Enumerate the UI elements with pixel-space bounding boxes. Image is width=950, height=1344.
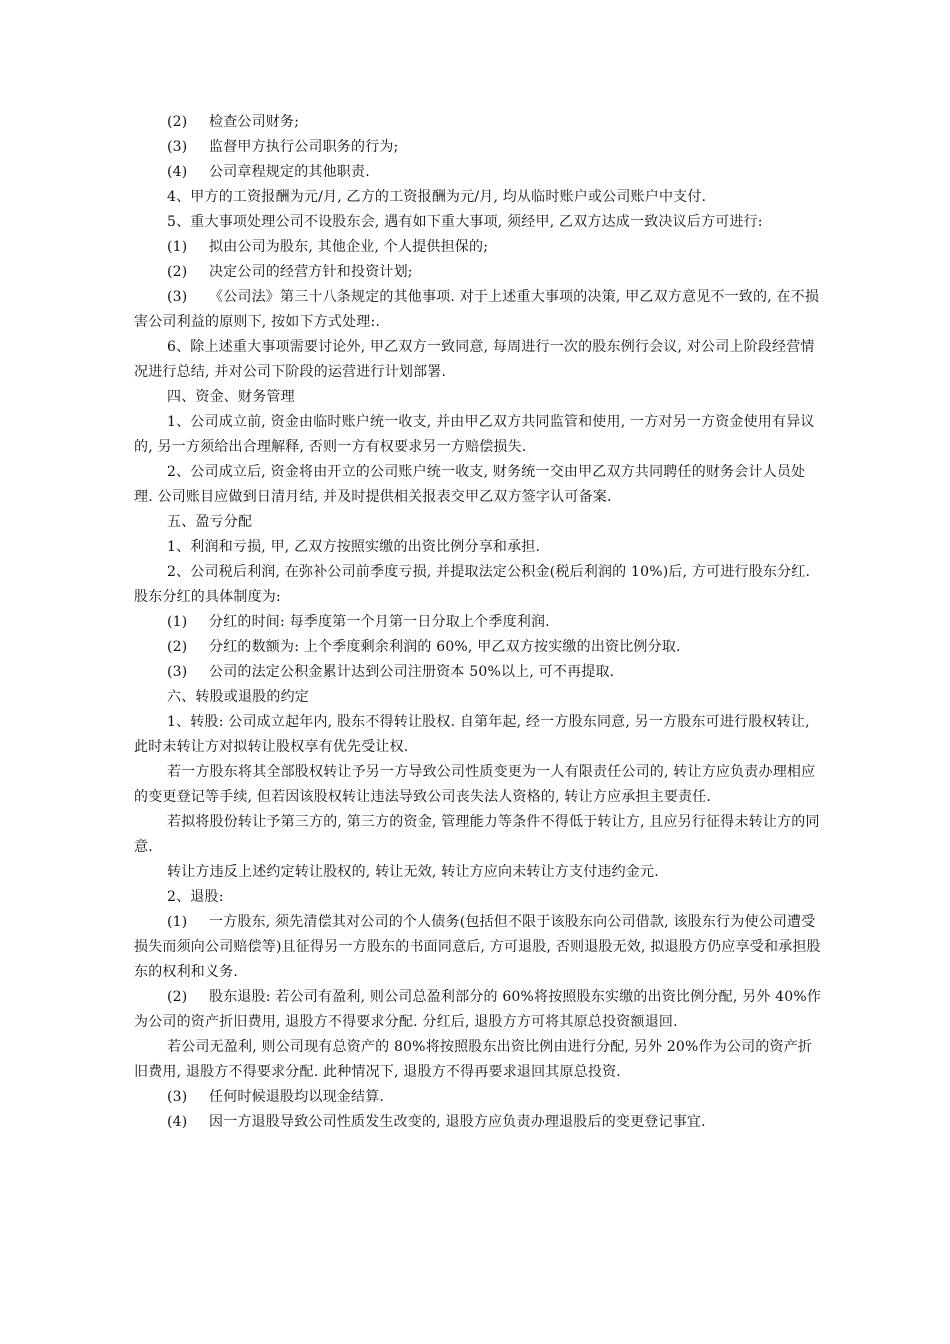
paragraph-text: 分红的数额为: 上个季度剩余利润的 60%, 甲乙双方按实缴的出资比例分取. bbox=[209, 639, 681, 655]
clause-number: (1) bbox=[167, 614, 188, 630]
numbered-clause bbox=[134, 985, 824, 1035]
paragraph bbox=[134, 460, 824, 510]
paragraph bbox=[134, 185, 824, 210]
paragraph-text: 2、退股: bbox=[167, 889, 224, 905]
paragraph-text: 一方股东, 须先清偿其对公司的个人债务(包括但不限于该股东向公司借款, 该股东行为使公司遭受损失而须向公司赔偿等)且征得另一方股东的书面同意后, 方可退股, 否则退股无效, 拟退股方仍应享受和承担股东的权利和义务. bbox=[134, 914, 821, 980]
numbered-clause bbox=[134, 635, 824, 660]
numbered-clause bbox=[134, 160, 824, 185]
paragraph-text: 若公司无盈利, 则公司现有总资产的 80%将按照股东出资比例由进行分配, 另外 20%作为公司的资产折旧费用, 退股方不得要求分配. 此种情况下, 退股方不得再要求退回其原总投资. bbox=[134, 1039, 813, 1080]
paragraph bbox=[134, 1035, 824, 1085]
clause-number: (4) bbox=[167, 164, 188, 180]
paragraph-text: 1、转股: 公司成立起年内, 股东不得转让股权. 自第年起, 经一方股东同意, 另一方股东可进行股权转让, 此时未转让方对拟转让股权享有优先受让权. bbox=[134, 714, 810, 755]
paragraph-text: 1、公司成立前, 资金由临时账户统一收支, 并由甲乙双方共同监管和使用, 一方对另一方资金使用有异议的, 另一方须给出合理解释, 否则一方有权要求另一方赔偿损失. bbox=[134, 414, 815, 455]
paragraph-text: 5、重大事项处理公司不设股东会, 遇有如下重大事项, 须经甲, 乙双方达成一致决议后方可进行: bbox=[167, 214, 763, 230]
paragraph bbox=[134, 685, 824, 710]
paragraph bbox=[134, 810, 824, 860]
paragraph-text: 任何时候退股均以现金结算. bbox=[209, 1089, 385, 1105]
clause-number: (3) bbox=[167, 664, 188, 680]
numbered-clause bbox=[134, 285, 824, 335]
paragraph bbox=[134, 560, 824, 610]
clause-number: (2) bbox=[167, 989, 188, 1005]
paragraph-text: 转让方违反上述约定转让股权的, 转让无效, 转让方应向未转让方支付违约金元. bbox=[167, 864, 659, 880]
clause-number: (1) bbox=[167, 914, 188, 930]
paragraph-text: 若一方股东将其全部股权转让予另一方导致公司性质变更为一人有限责任公司的, 转让方应负责办理相应的变更登记等手续, 但若因该股权转让违法导致公司丧失法人资格的, 转让方应承担主要责任. bbox=[134, 764, 816, 805]
numbered-clause bbox=[134, 910, 824, 985]
paragraph-text: 公司的法定公积金累计达到公司注册资本 50%以上, 可不再提取. bbox=[209, 664, 615, 680]
paragraph-text: 拟由公司为股东, 其他企业, 个人提供担保的; bbox=[209, 239, 489, 255]
paragraph bbox=[134, 510, 824, 535]
paragraph-text: 4、甲方的工资报酬为元/月, 乙方的工资报酬为元/月, 均从临时账户或公司账户中支付. bbox=[167, 189, 707, 205]
numbered-clause bbox=[134, 135, 824, 160]
paragraph-text: 公司章程规定的其他职责. bbox=[209, 164, 370, 180]
paragraph-text: 2、公司成立后, 资金将由开立的公司账户统一收支, 财务统一交由甲乙双方共同聘任的财务会计人员处理. 公司账目应做到日清月结, 并及时提供相关报表交甲乙双方签字认可备案. bbox=[134, 464, 806, 505]
paragraph bbox=[134, 210, 824, 235]
paragraph-text: 若拟将股份转让予第三方的, 第三方的资金, 管理能力等条件不得低于转让方, 且应另行征得未转让方的同意. bbox=[134, 814, 820, 855]
paragraph-text: 股东退股: 若公司有盈利, 则公司总盈利部分的 60%将按照股东实缴的出资比例分配, 另外 40%作为公司的资产折旧费用, 退股方不得要求分配. 分红后, 退股方方可将其原总投资额退回. bbox=[134, 989, 822, 1030]
paragraph-text: 1、利润和亏损, 甲, 乙双方按照实缴的出资比例分享和承担. bbox=[167, 539, 541, 555]
paragraph bbox=[134, 385, 824, 410]
clause-number: (2) bbox=[167, 114, 188, 130]
numbered-clause bbox=[134, 110, 824, 135]
paragraph-text: 五、盈亏分配 bbox=[167, 514, 253, 530]
paragraph bbox=[134, 885, 824, 910]
paragraph-text: 因一方退股导致公司性质发生改变的, 退股方应负责办理退股后的变更登记事宜. bbox=[209, 1114, 706, 1130]
numbered-clause bbox=[134, 660, 824, 685]
clause-number: (3) bbox=[167, 1089, 188, 1105]
paragraph bbox=[134, 535, 824, 560]
clause-number: (4) bbox=[167, 1114, 188, 1130]
numbered-clause bbox=[134, 1110, 824, 1135]
clause-number: (2) bbox=[167, 264, 188, 280]
numbered-clause bbox=[134, 1085, 824, 1110]
paragraph bbox=[134, 410, 824, 460]
numbered-clause bbox=[134, 235, 824, 260]
paragraph-text: 6、除上述重大事项需要讨论外, 甲乙双方一致同意, 每周进行一次的股东例行会议, 对公司上阶段经营情况进行总结, 并对公司下阶段的运营进行计划部署. bbox=[134, 339, 815, 380]
paragraph-text: 检查公司财务; bbox=[209, 114, 300, 130]
clause-number: (3) bbox=[167, 289, 188, 305]
paragraph bbox=[134, 710, 824, 760]
clause-number: (1) bbox=[167, 239, 188, 255]
paragraph-text: 《公司法》第三十八条规定的其他事项. 对于上述重大事项的决策, 甲乙双方意见不一致的, 在不损害公司利益的原则下, 按如下方式处理:. bbox=[134, 289, 820, 330]
paragraph-text: 监督甲方执行公司职务的行为; bbox=[209, 139, 399, 155]
paragraph-text: 四、资金、财务管理 bbox=[167, 389, 295, 405]
paragraph bbox=[134, 760, 824, 810]
paragraph-text: 决定公司的经营方针和投资计划; bbox=[209, 264, 413, 280]
paragraph bbox=[134, 335, 824, 385]
paragraph bbox=[134, 860, 824, 885]
paragraph-text: 分红的时间: 每季度第一个月第一日分取上个季度利润. bbox=[209, 614, 550, 630]
numbered-clause bbox=[134, 610, 824, 635]
clause-number: (2) bbox=[167, 639, 188, 655]
paragraph-text: 2、公司税后利润, 在弥补公司前季度亏损, 并提取法定公积金(税后利润的 10%)后, 方可进行股东分红. 股东分红的具体制度为: bbox=[134, 564, 811, 605]
document-body bbox=[134, 110, 824, 1135]
paragraph-text: 六、转股或退股的约定 bbox=[167, 689, 309, 705]
numbered-clause bbox=[134, 260, 824, 285]
clause-number: (3) bbox=[167, 139, 188, 155]
